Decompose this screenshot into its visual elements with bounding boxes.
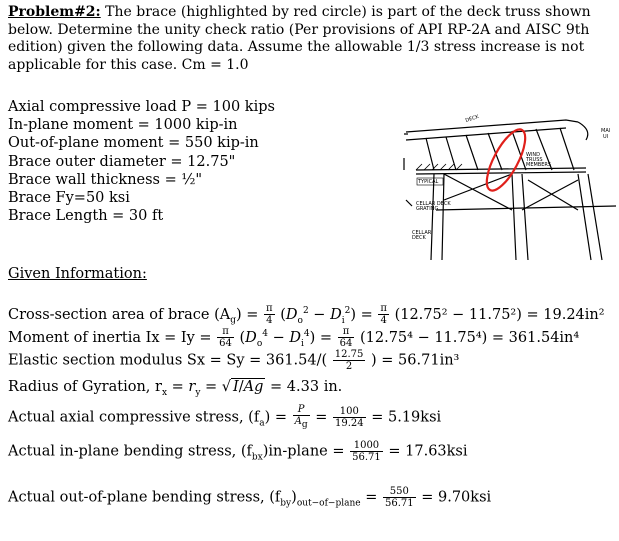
- eq-inplane: Actual in-plane bending stress, $(f_{bx})in$-plane = $\frac{1000}{56.71}$ = 17.63ksi: [8, 440, 468, 463]
- leg-right: [578, 174, 602, 260]
- given-heading: Given Information:: [8, 266, 147, 282]
- eq-inertia: Moment of inertia Ix = Iy = $\frac{\pi}{64}$ $(D_o^4 - D_i^4)$ = $\frac{\pi}{64}$ (12.75⁴ − 11.75⁴) = 361.54in⁴: [8, 326, 580, 350]
- data-item: Brace outer diameter = 12.75": [8, 153, 236, 170]
- highlight-ellipse: [479, 124, 532, 195]
- data-item: In-plane moment = 1000 kip-in: [8, 117, 238, 134]
- label-cellar-deck: CELLAR DECK: [416, 201, 451, 207]
- leg-mid: [512, 174, 528, 260]
- data-item: Brace wall thickness = ½": [8, 171, 203, 188]
- lower-chord-2: [416, 172, 586, 174]
- data-item: Out-of-plane moment = 550 kip-in: [8, 135, 259, 152]
- label-truss: TRUSS: [526, 157, 543, 163]
- label-grating: GRATING: [416, 206, 439, 212]
- problem-heading: Problem#2:: [8, 4, 101, 20]
- label-cellar: CELLAR: [412, 230, 432, 236]
- given-data-list: [8, 98, 308, 225]
- eq-modulus: Elastic section modulus Sx = Sy = 361.54/( $\frac{12.75}{2}$ ) = 56.71in³: [8, 349, 460, 372]
- eq-gyration: Radius of Gyration, $r_x = r_y$ = √ I/Ag = 4.33 in.: [8, 379, 343, 398]
- eq-area: Cross-section area of brace $(A_g)$ = $\frac{\pi}{4}$ $(D_o^2 - D_i^2)$ = $\frac{\pi}{4}$ (12.75² − 11.75²) = 19.24in²: [8, 303, 605, 327]
- label-main: MAI: [601, 128, 611, 134]
- truss-members: [426, 128, 574, 170]
- label-members: MEMBERS: [526, 162, 552, 168]
- label-typical: TYPICAL: [418, 179, 439, 185]
- data-item: Brace Length = 30 ft: [8, 208, 164, 225]
- top-chord: [406, 120, 578, 132]
- problem-statement: [8, 4, 604, 74]
- edge-curve: [578, 122, 588, 140]
- label-deck: DECK: [464, 113, 480, 124]
- leg-left: [431, 174, 444, 260]
- deck-truss-figure: [316, 110, 616, 270]
- label-main2: UI: [603, 134, 609, 140]
- label-wind: WIND: [526, 152, 541, 158]
- cross-braces: [444, 174, 578, 210]
- eq-axial: Actual axial compressive stress, $(f_a)$ = $\frac{P}{A_g}$ = $\frac{100}{19.24}$ = 5.19ksi: [8, 404, 442, 430]
- problem-text: The brace (highlighted by red circle) is part of the deck truss shown below. Determine the unity check ratio (Per provisions of API RP-2A and AISC 9th edition) given the following data. Assume the allowable 1/3 stress increase is not applicable for this case. Cm = 1.0: [8, 4, 591, 73]
- label-cellar-deck-2: DECK: [412, 235, 426, 241]
- marker: [406, 200, 412, 206]
- eq-outplane: Actual out-of-plane bending stress, $(f_{by})_{out-of-plane}$ = $\frac{550}{56.71}$ = 9.70ksi: [8, 486, 492, 509]
- data-item: Axial compressive load P = 100 kips: [8, 99, 275, 115]
- data-item: Brace Fy=50 ksi: [8, 190, 130, 207]
- cellar-chord: [436, 206, 616, 210]
